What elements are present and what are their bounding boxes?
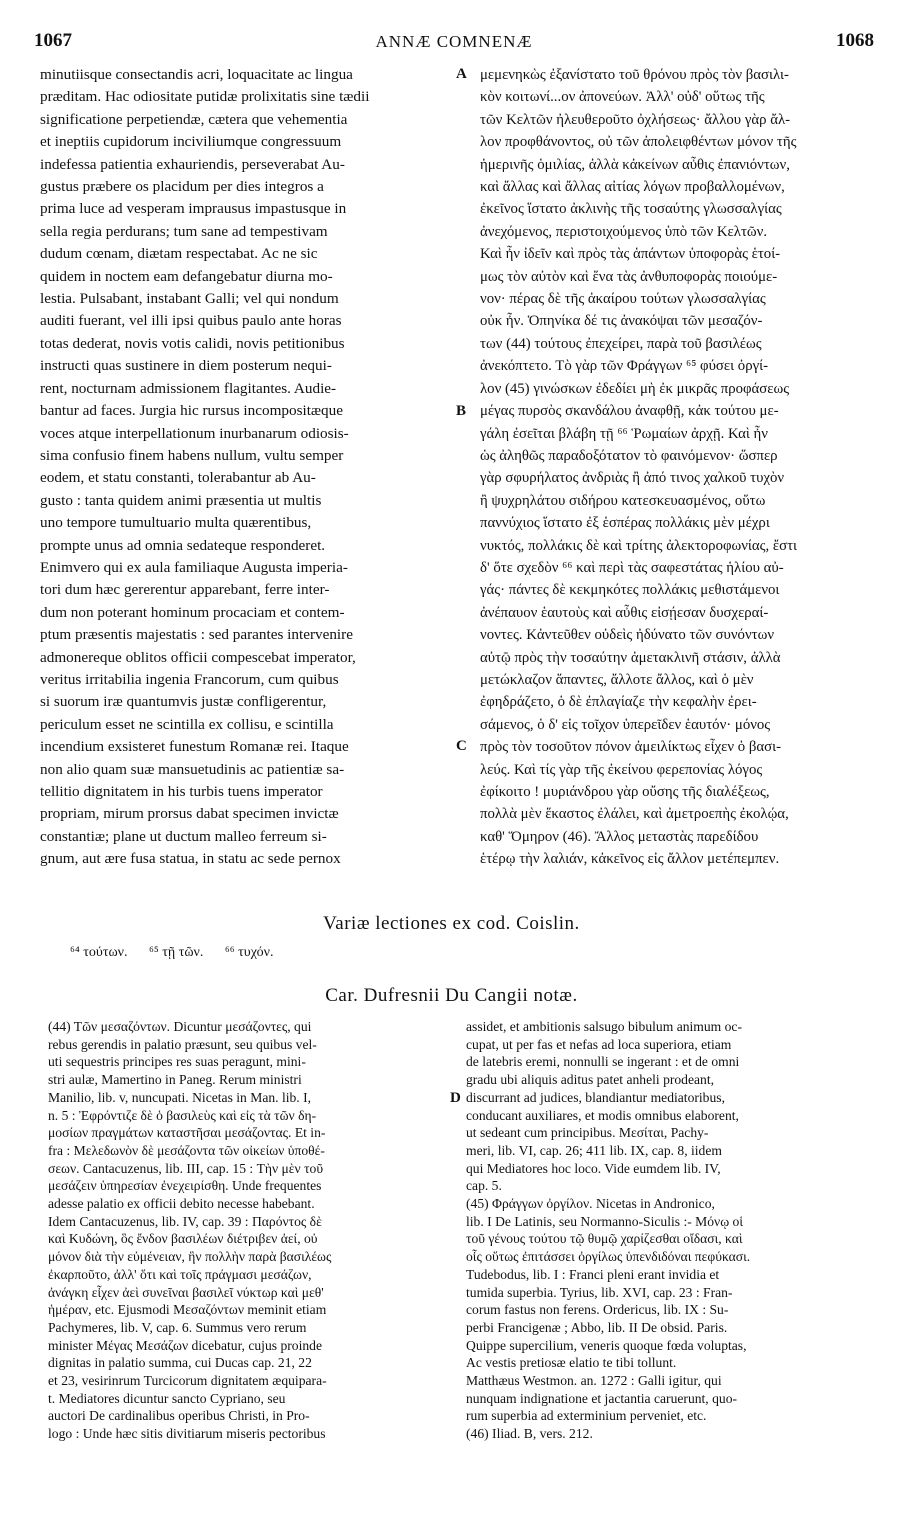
greek-text-line: δ' ὅτε σχεδὸν ⁶⁶ καὶ περὶ τὰς σαφεστάτας ἡλίου αὐ- [480,559,784,576]
note-line: fra : Μελεδωνὸν δὲ μεσάζοντα τῶν οἰκείων ὑποθέ- [48,1142,325,1158]
greek-text-line: αὐτῷ πρὸς τὴν τοσαύτην ἀμετακλινῆ στάσιν, ἀλλὰ [480,649,781,666]
margin-letter-d: D [450,1090,461,1106]
greek-text-line: οὐκ ἦν. Ὁπηνίκα δέ τις ἀνακόψαι τῶν μεσαζόν- [480,313,763,330]
latin-text-line: præditam. Hac odiositate putidæ prolixitatis sine tædii [40,88,370,106]
greek-text-line: μετώκλαζον ἅπαντες, ἄλλοτε ἄλλος, καὶ ὁ μὲν [480,671,754,688]
note-line: gradu ubi aliquis aditus patet anheli prodeant, [466,1072,715,1088]
note-line: lib. I De Latinis, seu Normanno-Siculis :- Μόνῳ οἱ [466,1213,743,1229]
latin-text-line: dudum cœnam, diætam respectabat. Ac ne sic [40,245,318,263]
latin-text-line: sella regia perdurans; tum sane ad tempestivam [40,222,328,240]
greek-text-line: καὶ ἄλλας καὶ ἄλλας αἰτίας λόγων προβαλλομένων, [480,179,785,196]
latin-text-line: non alio quam suæ mansuetudinis ac patientiæ sa- [40,760,345,778]
latin-text-line: et ineptiis cupidorum inciviliumque congressuum [40,133,342,151]
latin-text-line: minutiisque consectandis acri, loquacitate ac lingua [40,66,353,83]
notes-title: Car. Dufresnii Du Cangii notæ. [325,985,578,1006]
note-line: qui Mediatores hoc loco. Vide eumdem lib. IV, [466,1160,721,1176]
greek-text-line: ἀνέπαυον ἑαυτοὺς καὶ αὖθις εἰσῄεσαν δυσχεραί- [480,604,769,621]
note-line: et 23, vesirinrum Turcicorum dignitatem æquipara- [48,1373,327,1389]
latin-text-line: instructi quas sustinere in diem posterum nequi- [40,357,332,375]
greek-text-line: ἀνεκόπτετο. Τὸ γὰρ τῶν Φράγγων ⁶⁵ φύσει ὀργί- [480,358,769,375]
greek-text-line: νυκτός, πολλάκις δὲ καὶ τρίτης ἀλεκτοροφωνίας, ἔστι [480,537,798,554]
greek-text-line: νον· πέρας δὲ τῆς ἀκαίρου τούτων γλωσσαλγίας [480,291,766,308]
variant-reading: ⁶⁴ τούτων. [70,945,128,960]
note-line: Idem Cantacuzenus, lib. IV, cap. 39 : Παρόντος δὲ [48,1213,322,1229]
note-line: logo : Unde hæc sitis divitiarum miseris pectoribus [48,1426,326,1442]
latin-text-line: voces atque interpellationum inurbanarum odiosis- [40,424,349,442]
latin-text-line: veritus irritabilia ingenia Francorum, cum quibus [40,670,339,688]
note-line: καὶ Κυδώνη, ὃς ἔνδον βασιλέων διέτριβεν ἀεί, οὐ [48,1231,318,1247]
latin-text-line: lestia. Pulsabant, instabant Galli; vel qui nondum [40,290,339,308]
greek-text-column [480,64,875,871]
variant-reading: ⁶⁵ τῇ τῶν. [149,945,204,960]
note-line: corum fastus non ferens. Ordericus, lib. IX : Su- [466,1302,729,1318]
greek-text-line: μεμενηκὼς ἐξανίστατο τοῦ θρόνου πρὸς τὸν βασιλι- [480,67,789,83]
latin-text-column [40,64,455,871]
latin-text-line: indefessa patientia exhauriendis, perseverabat Au- [40,155,345,173]
latin-text-line: sima confusio finem habens nullum, vultu semper [40,446,344,464]
note-line: minister Μέγας Μεσάζων dicebatur, cujus proinde [48,1337,322,1353]
note-line: perbi Francigenæ ; Abbo, lib. II De obsid. Paris. [466,1319,728,1335]
latin-text-line: propriam, mirum prorsus dabat specimen invictæ [40,805,339,823]
note-line: (44) Τῶν μεσαζόντων. Dicuntur μεσάζοντες, qui [48,1019,312,1034]
greek-text-line: των (44) τούτους ἐπεχείρει, παρὰ τοῦ βασιλέως [480,335,762,352]
note-line: ut sedeant cum principibus. Μεσίται, Pachy- [466,1125,709,1141]
note-line: Pachymeres, lib. V, cap. 6. Summus vero rerum [48,1319,307,1335]
page-number-left: 1067 [34,30,72,51]
variant-reading: ⁶⁶ τυχόν. [224,945,274,960]
greek-text-line: πολλὰ μὲν ἕκαστος ἐλάλει, καὶ ἀμετροεπὴς ἐκολῴα, [480,806,789,823]
note-line: tumida superbia. Tyrius, lib. XVI, cap. 23 : Fran- [466,1284,733,1300]
latin-text-line: auditi fuerant, vel illi ipsi quibus paulo ante horas [40,312,342,330]
greek-text-line: μως τὸν αὐτὸν καὶ ἕνα τὰς ἀνθυποφορὰς ποιούμε- [480,268,778,285]
note-line: Matthæus Westmon. an. 1272 : Galli igitur, qui [466,1373,722,1389]
latin-text-line: constantiæ; plane ut ductum malleo ferreum si- [40,827,327,845]
note-line: μεσάζειν ὑπηρεσίαν ἐνεχειρίσθη. Unde frequentes [48,1178,322,1194]
note-line: discurrant ad judices, blandiantur mediatoribus, [466,1089,725,1105]
latin-text-line: dum non poterant hominum procaciam et contem- [40,603,345,621]
greek-text-line: κὸν κοιτωνί...ον ἀπονεύων. Ἀλλ' οὐδ' οὕτως τῆς [480,89,765,106]
greek-text-line: ἑτέρῳ τὴν λαλιάν, κἀκεῖνος εἰς ἄλλον μετέπεμπεν. [480,851,780,868]
latin-text-line: gusto : tanta quidem animi præsentia ut multis [40,491,322,509]
latin-text-line: bantur ad faces. Jurgia hic rursus incompositæque [40,402,343,420]
note-line: μόνον διὰ τὴν εὐμένειαν, ἣν πολλὴν παρὰ βασιλέως [48,1249,332,1265]
latin-text-line: incendium exsisteret funestum Romanæ rei. Itaque [40,738,349,756]
notes-right-column [466,1018,878,1443]
note-line: τοῦ γένους τούτου τῷ θυμῷ χαρίζεσθαι οἴδασι, καὶ [466,1231,743,1247]
note-line: ἡμέραν, etc. Ejusmodi Μεσαζόντων meminit etiam [48,1302,327,1318]
greek-text-line: γάς· πάντες δὲ κεκμηκότες πολλάκις μεθιστάμενοι [480,582,780,599]
greek-text-line: λον προφθάνοντος, οὐ τῶν ἀπολειφθέντων μόνον τῆς [480,134,797,151]
note-line: Ac vestis pretiosæ elatio te tibi tollunt. [466,1355,677,1371]
greek-text-line: λεύς. Καὶ τίς γὰρ τῆς ἐκείνου φερεπονίας λόγος [480,761,763,778]
latin-text-line: periculum esset ne scintilla ex collisu, e scintilla [40,715,334,733]
greek-text-line: μέγας πυρσὸς σκανδάλου ἀναφθῇ, κἀκ τούτου με- [480,403,779,420]
note-line: rum superbia ad exterminium perveniet, etc. [466,1408,707,1424]
note-line: n. 5 : Ἐφρόντιζε δὲ ὁ βασιλεὺς καὶ εἰς τὰ τῶν δη- [48,1107,317,1123]
greek-text-line: παννύχιος ἵστατο ἐξ ἑσπέρας πολλάκις μὲν μέχρι [480,515,770,532]
greek-text-line: ὡς ἀληθῶς παραδοξότατον τὸ φαινόμενον· ὥσπερ [480,447,778,464]
note-line: t. Mediatores dicuntur sancto Cypriano, seu [48,1390,286,1406]
greek-text-line: ἐφηδράζετο, ὁ δὲ ἐπλαγίαζε τὴν κεφαλὴν ἐρει- [480,694,757,711]
note-line: (46) Iliad. B, vers. 212. [466,1426,593,1442]
latin-text-line: ptum præsentis majestatis : sed parantes intervenire [40,626,353,644]
note-line: σεων. Cantacuzenus, lib. III, cap. 15 : Τὴν μὲν τοῦ [48,1160,324,1176]
note-line: μοσίων πραγμάτων καταστῆσαι μεσάζοντας. Et in- [48,1125,326,1141]
page-header [34,30,874,54]
note-line: auctori De cardinalibus operibus Christi, in Pro- [48,1408,310,1424]
greek-text-line: γάλη ἐσεῖται βλάβη τῇ ⁶⁶ Ῥωμαίων ἀρχῇ. Καὶ ἦν [480,425,768,442]
note-line: ἀνάγκη εἶχεν ἀεὶ συνεῖναι βασιλεῖ νύκτωρ καὶ μεθ' [48,1284,324,1300]
note-line: ἐκαρποῦτο, ἀλλ' ὅτι καὶ τοῖς πράγμασι μεσάζων, [48,1266,312,1282]
greek-text-line: Καὶ ἦν ἰδεῖν καὶ πρὸς τὰς ἁπάντων ὑποφορὰς ἑτοί- [480,246,781,263]
page-number-right: 1068 [836,30,874,51]
note-line: rebus gerendis in palatio præsunt, seu quibus vel- [48,1036,317,1052]
note-line: nunquam indignatione et jactantia caruerunt, quo- [466,1390,738,1406]
note-line: cupat, ut per fas et nefas ad loca superiora, etiam [466,1036,732,1052]
note-line: uti sequestris principes res suas peragunt, mini- [48,1054,306,1070]
note-line: assidet, et ambitionis salsugo bibulum animum oc- [466,1019,742,1034]
latin-text-line: tellitio dignitatem in his turbis tuens imperator [40,783,323,800]
margin-letter-a: A [456,66,467,82]
note-line: stri aulæ, Mamertino in Paneg. Rerum ministri [48,1072,302,1088]
margin-letter-c: C [456,738,467,754]
latin-text-line: quidem in noctem eam defangebatur diurna mo- [40,267,333,285]
variae-lectiones-title: Variæ lectiones ex cod. Coislin. [323,913,580,934]
margin-letter-b: B [456,403,467,419]
latin-text-line: si suorum iræ quantumvis justæ confligerentur, [40,693,327,711]
greek-text-line: ἐκεῖνος ἵστατο ἀκλινὴς τῆς τοσαύτης γλωσσαλγίας [480,201,782,218]
latin-text-line: prima luce ad vesperam imprausus impastusque in [40,200,347,218]
note-line: cap. 5. [466,1178,502,1194]
latin-text-line: prompte unus ad omnia sedateque responderet. [40,536,326,554]
greek-text-line: πρὸς τὸν τοσοῦτον πόνον ἀμειλίκτως εἶχεν ὁ βασι- [480,739,782,756]
greek-text-line: ἡμερινῆς ὁμιλίας, ἀλλὰ κἀκείνων αὖθις ἐπανιόντων, [480,156,790,173]
latin-text-line: totas dederat, novis votis calidi, novis petitionibus [40,334,345,352]
notes-left-column [48,1018,448,1443]
note-line: dignitas in palatio summa, cui Ducas cap. 21, 22 [48,1355,312,1371]
note-line: Tudebodus, lib. I : Franci pleni erant invidia et [466,1266,720,1282]
latin-text-line: gustus præbere os placidum per dies integros a [40,178,324,196]
greek-text-line: ἐφίκοιτο ! μυριάνδρου γὰρ οὔσης τῆς διαλέξεως, [480,784,770,800]
greek-text-line: νοντες. Κἀντεῦθεν οὐδεὶς ἠδύνατο τῶν συνόντων [480,627,775,644]
greek-text-line: ἢ ψυχρηλάτου σιδήρου κατεσκευασμένος, οὕτω [480,492,766,509]
note-line: Quippe supercilium, veneris quoque fœda voluptas, [466,1337,747,1353]
note-line: conducant auxiliares, et modis omnibus elaborent, [466,1107,739,1123]
note-line: adesse palatio ex officii debito necesse habebant. [48,1196,315,1212]
note-line: de latebris eremi, nonnulli se ingerant : et de omni [466,1054,740,1070]
greek-text-line: καθ' Ὅμηρον (46). Ἄλλος μεταστὰς παρεδίδου [480,828,759,845]
greek-text-line: λον (45) γινώσκων ἐδεδίει μὴ ἐκ μικρᾶς προφάσεως [480,380,790,397]
latin-text-line: eodem, et statu constanti, tolerabantur ab Au- [40,469,316,487]
greek-text-line: τῶν Κελτῶν ἠλευθεροῦτο ὀχλήσεως· ἄλλου γὰρ ἄλ- [480,111,791,128]
latin-text-line: tori dum hæc gererentur apparebant, ferre inter- [40,581,330,599]
note-line: (45) Φράγγων ὀργίλον. Nicetas in Andronico, [466,1196,715,1212]
latin-text-line: rent, nocturnam admissionem flagitantes. Audie- [40,379,337,397]
variae-lectiones-list [70,945,291,961]
note-line: οἷς οὕτως ἐπιτάσσει ὀργίλως ὑπενδιδόναι πεφύκασι. [466,1249,751,1265]
latin-text-line: gnum, aut ære fusa statua, in statu ac sede pernox [40,850,341,868]
greek-text-line: σάμενος, ὁ δ' εἰς τοῖχον ὑπερεῖδεν ἑαυτόν· μόνος [480,716,771,733]
note-line: Manilio, lib. v, nuncupati. Nicetas in Man. lib. I, [48,1089,312,1105]
latin-text-line: uno tempore tumultuario multa quærentibus, [40,514,312,532]
latin-text-line: admonereque oblitos officii compescebat imperator, [40,648,356,666]
note-line: meri, lib. VI, cap. 26; 411 lib. IX, cap. 8, iidem [466,1142,722,1158]
running-title: ANNÆ COMNENÆ [375,32,533,51]
latin-text-line: significatione perpetiendæ, cætera que vehementia [40,110,348,128]
latin-text-line: Enimvero qui ex aula familiaque Augusta imperia- [40,558,348,576]
greek-text-line: γὰρ σφυρήλατος ἀνδριὰς ἢ ἀπό τινος χαλκοῦ τυχὸν [480,470,785,487]
greek-text-line: ἀνεχόμενος, περιστοιχούμενος ὑπὸ τῶν Κελτῶν. [480,223,768,240]
